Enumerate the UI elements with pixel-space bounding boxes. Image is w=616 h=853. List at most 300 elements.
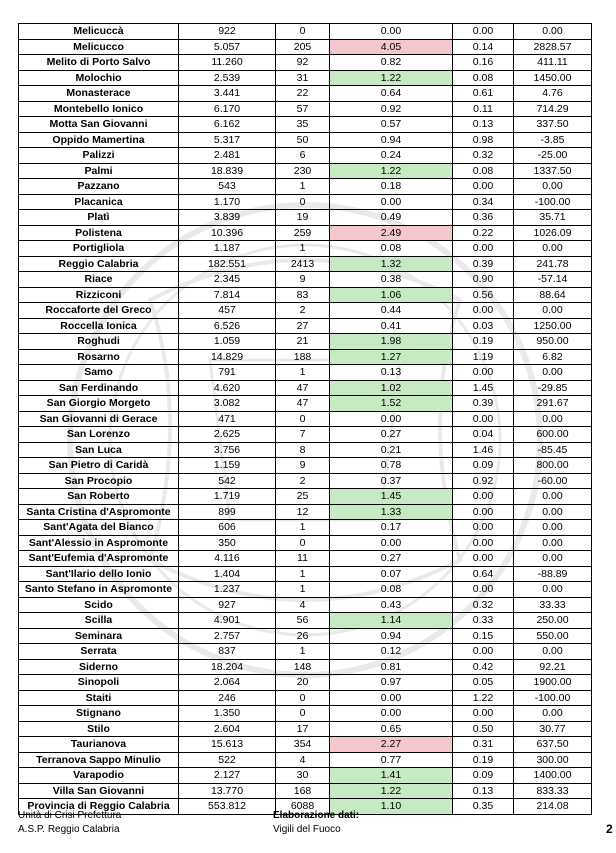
prev-rate-cell: 0.09 [453, 768, 514, 784]
prev-rate-cell: 0.00 [453, 644, 514, 660]
cases: 35 [276, 117, 330, 133]
municipality-name: San Giovanni di Gerace [19, 411, 179, 427]
table-row [19, 101, 592, 117]
population: 542 [179, 473, 276, 489]
municipality-name: Sant'Agata del Bianco [19, 520, 179, 536]
change-cell: 950.00 [514, 334, 592, 350]
municipality-name: Sinopoli [19, 675, 179, 691]
change-cell: 250.00 [514, 613, 592, 629]
cases: 2413 [276, 256, 330, 272]
prev-rate-cell: 0.00 [453, 520, 514, 536]
rate-cell: 0.21 [330, 442, 453, 458]
municipality-name: Sant'Alessio in Aspromonte [19, 535, 179, 551]
population: 6.170 [179, 101, 276, 117]
cases: 83 [276, 287, 330, 303]
population: 7.814 [179, 287, 276, 303]
cases: 8 [276, 442, 330, 458]
table-row [19, 365, 592, 381]
change-cell: 6.82 [514, 349, 592, 365]
prev-rate-cell: 0.42 [453, 659, 514, 675]
municipality-name: Varapodio [19, 768, 179, 784]
population: 350 [179, 535, 276, 551]
prev-rate-cell: 0.19 [453, 752, 514, 768]
change-cell: -100.00 [514, 690, 592, 706]
rate-cell: 0.08 [330, 582, 453, 598]
population: 246 [179, 690, 276, 706]
municipality-data-table [18, 23, 592, 815]
population: 4.116 [179, 551, 276, 567]
prev-rate-cell: 0.00 [453, 179, 514, 195]
change-cell: 800.00 [514, 458, 592, 474]
cases: 47 [276, 380, 330, 396]
table-row [19, 768, 592, 784]
rate-cell: 0.13 [330, 365, 453, 381]
footer-crisis-unit: Unità di Crisi Prefettura [18, 810, 122, 821]
prev-rate-cell: 0.16 [453, 55, 514, 71]
table-row [19, 194, 592, 210]
rate-cell: 0.44 [330, 303, 453, 319]
rate-cell: 1.14 [330, 613, 453, 629]
table-row [19, 117, 592, 133]
prev-rate-cell: 0.61 [453, 86, 514, 102]
change-cell: 1900.00 [514, 675, 592, 691]
rate-cell: 0.41 [330, 318, 453, 334]
population: 5.317 [179, 132, 276, 148]
change-cell: 833.33 [514, 783, 592, 799]
cases: 1 [276, 179, 330, 195]
cases: 148 [276, 659, 330, 675]
table-row [19, 644, 592, 660]
table-row [19, 380, 592, 396]
rate-cell: 1.22 [330, 163, 453, 179]
municipality-name: Portigliola [19, 241, 179, 257]
rate-cell: 0.81 [330, 659, 453, 675]
cases: 30 [276, 768, 330, 784]
population: 543 [179, 179, 276, 195]
population: 922 [179, 24, 276, 40]
municipality-name: Platì [19, 210, 179, 226]
change-cell: 0.00 [514, 365, 592, 381]
change-cell: 550.00 [514, 628, 592, 644]
table-row [19, 597, 592, 613]
municipality-name: Reggio Calabria [19, 256, 179, 272]
rate-cell: 0.94 [330, 132, 453, 148]
change-cell: 214.08 [514, 799, 592, 815]
change-cell: -60.00 [514, 473, 592, 489]
footer-left [18, 809, 121, 837]
cases: 230 [276, 163, 330, 179]
table-row [19, 442, 592, 458]
cases: 4 [276, 752, 330, 768]
change-cell: 241.78 [514, 256, 592, 272]
cases: 21 [276, 334, 330, 350]
population: 2.539 [179, 70, 276, 86]
municipality-name: San Pietro di Caridà [19, 458, 179, 474]
data-table-container [18, 23, 591, 815]
population: 837 [179, 644, 276, 660]
cases: 168 [276, 783, 330, 799]
municipality-name: Melicuccà [19, 24, 179, 40]
rate-cell: 1.06 [330, 287, 453, 303]
population: 1.719 [179, 489, 276, 505]
population: 522 [179, 752, 276, 768]
cases: 0 [276, 24, 330, 40]
prev-rate-cell: 0.00 [453, 24, 514, 40]
municipality-name: Molochio [19, 70, 179, 86]
table-row [19, 132, 592, 148]
change-cell: 337.50 [514, 117, 592, 133]
table-row [19, 613, 592, 629]
population: 5.057 [179, 39, 276, 55]
change-cell: 0.00 [514, 706, 592, 722]
cases: 0 [276, 535, 330, 551]
municipality-name: Roccella Ionica [19, 318, 179, 334]
municipality-name: Sant'Eufemia d'Aspromonte [19, 551, 179, 567]
population: 2.127 [179, 768, 276, 784]
population: 2.604 [179, 721, 276, 737]
rate-cell: 1.41 [330, 768, 453, 784]
rate-cell: 0.94 [330, 628, 453, 644]
change-cell: 0.00 [514, 303, 592, 319]
change-cell: 0.00 [514, 24, 592, 40]
municipality-name: Palmi [19, 163, 179, 179]
cases: 2 [276, 303, 330, 319]
rate-cell: 0.49 [330, 210, 453, 226]
rate-cell: 1.22 [330, 783, 453, 799]
municipality-name: Terranova Sappo Minulio [19, 752, 179, 768]
rate-cell: 0.38 [330, 272, 453, 288]
municipality-name: Montebello Ionico [19, 101, 179, 117]
population: 1.404 [179, 566, 276, 582]
table-row [19, 427, 592, 443]
rate-cell: 0.37 [330, 473, 453, 489]
municipality-name: Santa Cristina d'Aspromonte [19, 504, 179, 520]
rate-cell: 0.77 [330, 752, 453, 768]
municipality-name: San Giorgio Morgeto [19, 396, 179, 412]
change-cell: 30.77 [514, 721, 592, 737]
municipality-name: Pazzano [19, 179, 179, 195]
cases: 1 [276, 644, 330, 660]
cases: 11 [276, 551, 330, 567]
table-row [19, 520, 592, 536]
rate-cell: 1.10 [330, 799, 453, 815]
table-row [19, 690, 592, 706]
municipality-name: Scido [19, 597, 179, 613]
population: 10.396 [179, 225, 276, 241]
population: 2.064 [179, 675, 276, 691]
change-cell: 637.50 [514, 737, 592, 753]
change-cell: 2828.57 [514, 39, 592, 55]
rate-cell: 0.43 [330, 597, 453, 613]
population: 182.551 [179, 256, 276, 272]
municipality-name: Villa San Giovanni [19, 783, 179, 799]
prev-rate-cell: 0.11 [453, 101, 514, 117]
population: 471 [179, 411, 276, 427]
table-row [19, 210, 592, 226]
municipality-name: Roccaforte del Greco [19, 303, 179, 319]
prev-rate-cell: 0.31 [453, 737, 514, 753]
cases: 9 [276, 458, 330, 474]
cases: 0 [276, 194, 330, 210]
prev-rate-cell: 0.56 [453, 287, 514, 303]
cases: 57 [276, 101, 330, 117]
prev-rate-cell: 0.32 [453, 597, 514, 613]
municipality-name: Taurianova [19, 737, 179, 753]
table-row [19, 535, 592, 551]
rate-cell: 1.22 [330, 70, 453, 86]
table-row [19, 473, 592, 489]
change-cell: 35.71 [514, 210, 592, 226]
cases: 47 [276, 396, 330, 412]
municipality-name: Motta San Giovanni [19, 117, 179, 133]
prev-rate-cell: 0.39 [453, 396, 514, 412]
change-cell: 92.21 [514, 659, 592, 675]
population: 3.441 [179, 86, 276, 102]
cases: 9 [276, 272, 330, 288]
table-row [19, 504, 592, 520]
population: 18.204 [179, 659, 276, 675]
prev-rate-cell: 0.00 [453, 504, 514, 520]
cases: 27 [276, 318, 330, 334]
population: 11.260 [179, 55, 276, 71]
prev-rate-cell: 0.98 [453, 132, 514, 148]
table-row [19, 24, 592, 40]
municipality-name: Riace [19, 272, 179, 288]
population: 553.812 [179, 799, 276, 815]
table-row [19, 396, 592, 412]
change-cell: 1026.09 [514, 225, 592, 241]
prev-rate-cell: 0.64 [453, 566, 514, 582]
change-cell: -3.85 [514, 132, 592, 148]
change-cell: -57.14 [514, 272, 592, 288]
rate-cell: 0.82 [330, 55, 453, 71]
rate-cell: 0.27 [330, 427, 453, 443]
prev-rate-cell: 0.19 [453, 334, 514, 350]
cases: 12 [276, 504, 330, 520]
municipality-name: Roghudi [19, 334, 179, 350]
rate-cell: 0.07 [330, 566, 453, 582]
rate-cell: 0.27 [330, 551, 453, 567]
cases: 205 [276, 39, 330, 55]
municipality-name: Stilo [19, 721, 179, 737]
cases: 259 [276, 225, 330, 241]
table-row [19, 721, 592, 737]
change-cell: -100.00 [514, 194, 592, 210]
change-cell: 0.00 [514, 504, 592, 520]
cases: 0 [276, 411, 330, 427]
rate-cell: 1.98 [330, 334, 453, 350]
rate-cell: 1.45 [330, 489, 453, 505]
change-cell: 0.00 [514, 411, 592, 427]
rate-cell: 0.00 [330, 706, 453, 722]
rate-cell: 1.52 [330, 396, 453, 412]
table-row [19, 179, 592, 195]
cases: 1 [276, 566, 330, 582]
change-cell: -29.85 [514, 380, 592, 396]
cases: 25 [276, 489, 330, 505]
table-row [19, 737, 592, 753]
table-row [19, 256, 592, 272]
cases: 50 [276, 132, 330, 148]
population: 3.756 [179, 442, 276, 458]
prev-rate-cell: 0.09 [453, 458, 514, 474]
municipality-name: San Ferdinando [19, 380, 179, 396]
change-cell: -25.00 [514, 148, 592, 164]
municipality-name: Oppido Mamertina [19, 132, 179, 148]
change-cell: 291.67 [514, 396, 592, 412]
change-cell: 0.00 [514, 241, 592, 257]
population: 927 [179, 597, 276, 613]
change-cell: 1337.50 [514, 163, 592, 179]
population: 14.829 [179, 349, 276, 365]
population: 13.770 [179, 783, 276, 799]
prev-rate-cell: 0.35 [453, 799, 514, 815]
rate-cell: 0.78 [330, 458, 453, 474]
cases: 19 [276, 210, 330, 226]
cases: 17 [276, 721, 330, 737]
table-row [19, 783, 592, 799]
prev-rate-cell: 0.34 [453, 194, 514, 210]
rate-cell: 1.33 [330, 504, 453, 520]
population: 2.481 [179, 148, 276, 164]
prev-rate-cell: 0.00 [453, 706, 514, 722]
prev-rate-cell: 0.14 [453, 39, 514, 55]
prev-rate-cell: 0.50 [453, 721, 514, 737]
rate-cell: 1.27 [330, 349, 453, 365]
change-cell: 600.00 [514, 427, 592, 443]
table-row [19, 582, 592, 598]
population: 4.901 [179, 613, 276, 629]
population: 2.625 [179, 427, 276, 443]
prev-rate-cell: 0.15 [453, 628, 514, 644]
prev-rate-cell: 0.04 [453, 427, 514, 443]
table-row [19, 55, 592, 71]
footer-asp: A.S.P. Reggio Calabria [18, 824, 120, 835]
municipality-name: Placanica [19, 194, 179, 210]
change-cell: 1450.00 [514, 70, 592, 86]
rate-cell: 0.64 [330, 86, 453, 102]
change-cell: -85.45 [514, 442, 592, 458]
population: 3.082 [179, 396, 276, 412]
rate-cell: 0.97 [330, 675, 453, 691]
population: 606 [179, 520, 276, 536]
municipality-name: Polistena [19, 225, 179, 241]
population: 2.757 [179, 628, 276, 644]
table-row [19, 86, 592, 102]
table-row [19, 675, 592, 691]
municipality-name: San Luca [19, 442, 179, 458]
population: 899 [179, 504, 276, 520]
cases: 6 [276, 148, 330, 164]
change-cell: -88.89 [514, 566, 592, 582]
prev-rate-cell: 0.00 [453, 551, 514, 567]
table-row [19, 752, 592, 768]
prev-rate-cell: 1.19 [453, 349, 514, 365]
table-row [19, 287, 592, 303]
cases: 0 [276, 706, 330, 722]
page-number: 2 [606, 822, 613, 836]
change-cell: 0.00 [514, 520, 592, 536]
rate-cell: 4.05 [330, 39, 453, 55]
rate-cell: 1.32 [330, 256, 453, 272]
population: 791 [179, 365, 276, 381]
cases: 2 [276, 473, 330, 489]
prev-rate-cell: 0.03 [453, 318, 514, 334]
municipality-name: Rosarno [19, 349, 179, 365]
footer-middle [273, 809, 359, 837]
table-row [19, 551, 592, 567]
municipality-name: Seminara [19, 628, 179, 644]
change-cell: 4.76 [514, 86, 592, 102]
municipality-name: Palizzi [19, 148, 179, 164]
change-cell: 0.00 [514, 644, 592, 660]
population: 18.839 [179, 163, 276, 179]
prev-rate-cell: 0.00 [453, 303, 514, 319]
table-row [19, 39, 592, 55]
change-cell: 714.29 [514, 101, 592, 117]
cases: 1 [276, 520, 330, 536]
cases: 31 [276, 70, 330, 86]
prev-rate-cell: 0.08 [453, 163, 514, 179]
change-cell: 0.00 [514, 179, 592, 195]
table-row [19, 70, 592, 86]
prev-rate-cell: 0.08 [453, 70, 514, 86]
rate-cell: 1.02 [330, 380, 453, 396]
table-row [19, 489, 592, 505]
population: 1.159 [179, 458, 276, 474]
cases: 354 [276, 737, 330, 753]
cases: 26 [276, 628, 330, 644]
municipality-name: Staiti [19, 690, 179, 706]
municipality-name: Provincia di Reggio Calabria [19, 799, 179, 815]
rate-cell: 0.92 [330, 101, 453, 117]
table-row [19, 272, 592, 288]
cases: 22 [276, 86, 330, 102]
municipality-name: Rizziconi [19, 287, 179, 303]
population: 3.839 [179, 210, 276, 226]
municipality-name: Santo Stefano in Aspromonte [19, 582, 179, 598]
prev-rate-cell: 0.05 [453, 675, 514, 691]
cases: 56 [276, 613, 330, 629]
table-row [19, 458, 592, 474]
rate-cell: 0.00 [330, 690, 453, 706]
prev-rate-cell: 0.32 [453, 148, 514, 164]
municipality-name: Scilla [19, 613, 179, 629]
cases: 0 [276, 690, 330, 706]
rate-cell: 0.00 [330, 194, 453, 210]
municipality-name: Stignano [19, 706, 179, 722]
change-cell: 0.00 [514, 535, 592, 551]
rate-cell: 0.00 [330, 24, 453, 40]
municipality-name: San Roberto [19, 489, 179, 505]
table-row [19, 334, 592, 350]
population: 4.620 [179, 380, 276, 396]
rate-cell: 0.00 [330, 535, 453, 551]
population: 6.162 [179, 117, 276, 133]
cases: 92 [276, 55, 330, 71]
prev-rate-cell: 1.22 [453, 690, 514, 706]
municipality-name: Samo [19, 365, 179, 381]
municipality-name: Sant'Ilario dello Ionio [19, 566, 179, 582]
cases: 1 [276, 365, 330, 381]
prev-rate-cell: 0.36 [453, 210, 514, 226]
change-cell: 88.64 [514, 287, 592, 303]
prev-rate-cell: 1.46 [453, 442, 514, 458]
cases: 4 [276, 597, 330, 613]
rate-cell: 0.17 [330, 520, 453, 536]
cases: 6088 [276, 799, 330, 815]
rate-cell: 0.08 [330, 241, 453, 257]
